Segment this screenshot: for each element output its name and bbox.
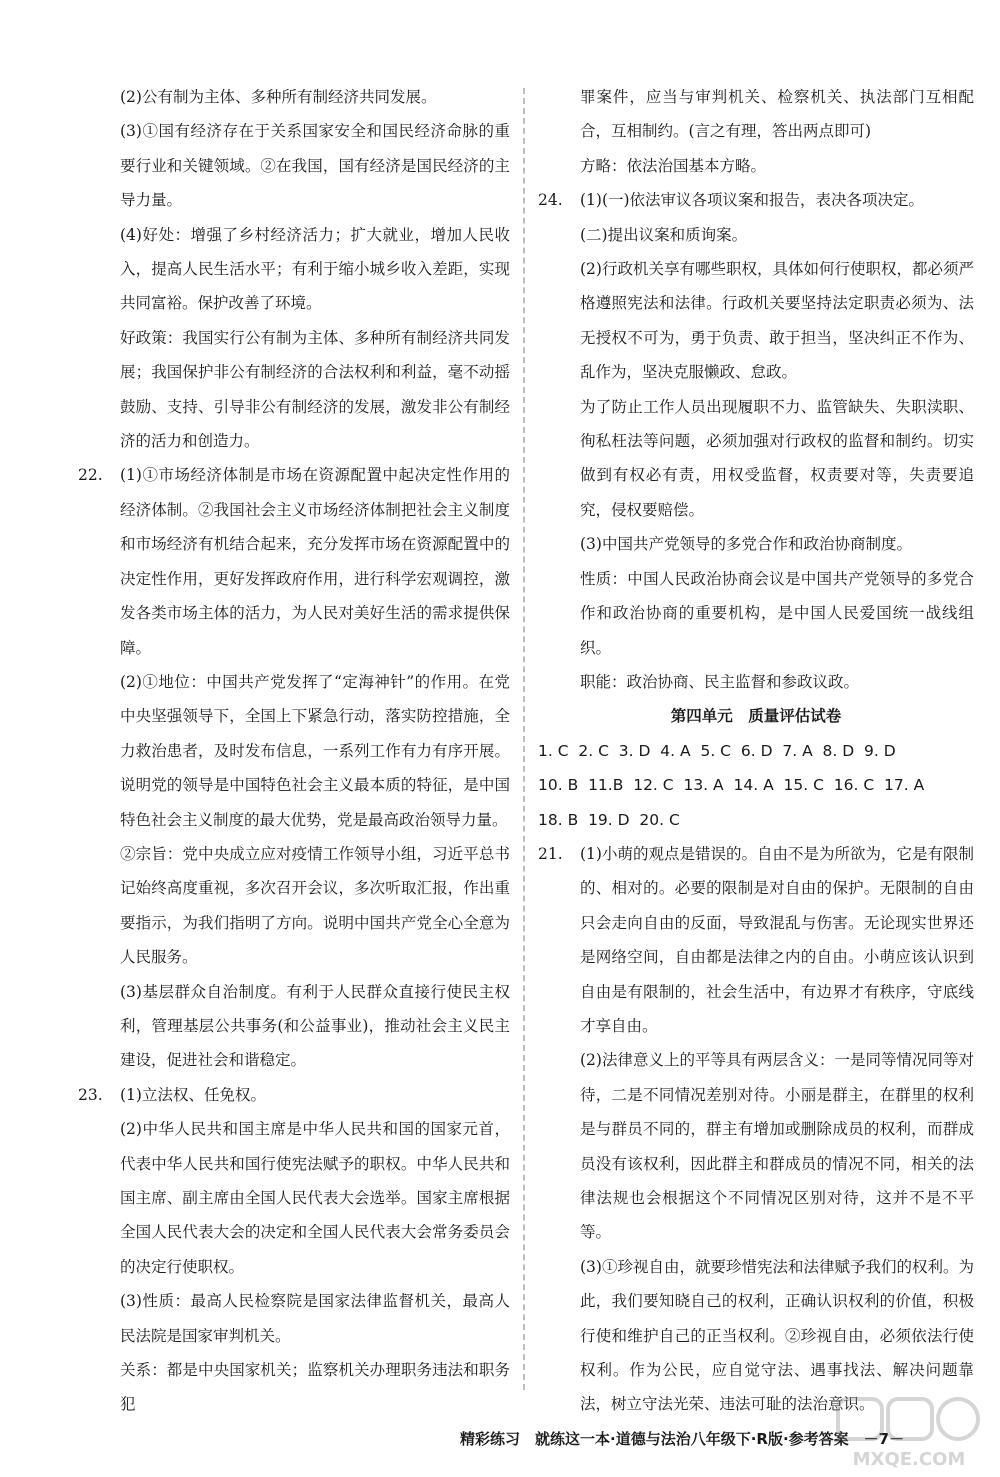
svg-text:MXQE.COM: MXQE.COM <box>852 1449 966 1470</box>
answer-paragraph: (2)法律意义上的平等具有两层含义：一是同等情况同等对待，二是不同情况差别对待。小丽是群主，在群里的权利是与群员不同的，群主有增加或删除成员的权利，而群成员没有该权利，因此群主和群成员的情况不同，相关的法律法规也会根据这个不同情况区别对待，这并不是不平等。 <box>580 1051 974 1242</box>
choice-answers-line: 10. B 11.B 12. C 13. A 14. A 15. C 16. C 17. A <box>538 776 925 795</box>
answer-paragraph: ②宗旨：党中央成立应对疫情工作领导小组，习近平总书记始终高度重视，多次召开会议，多次听取汇报，作出重要指示，为我们指明了方向。说明中国共产党全心全意为人民服务。 <box>120 844 510 967</box>
answer-paragraph: (2)中华人民共和国主席是中华人民共和国的国家元首，代表中华人民共和国行使宪法赋予的职权。中华人民共和国主席、副主席由全国人民代表大会选举。国家主席根据全国人民代表大会的决定和全国人民代表大会常务委员会的决定行使职权。 <box>120 1120 510 1276</box>
answer-paragraph: (2)行政机关享有哪些职权，具体如何行使职权，都必须严格遵照宪法和法律。行政机关要坚持法定职责必须为、法无授权不可为，勇于负责、敢于担当，坚决纠正不作为、乱作为，坚决克服懒政、怠政。 <box>580 260 974 382</box>
answer-paragraph: 关系：都是中央国家机关；监察机关办理职务违法和职务犯 <box>120 1361 510 1414</box>
answer-paragraph: (二)提出议案和质询案。 <box>580 225 748 244</box>
answer-paragraph: 好政策：我国实行公有制为主体、多种所有制经济共同发展；我国保护非公有制经济的合法权利和利益，毫不动摇鼓励、支持、引导非公有制经济的发展，激发非公有制经济的活力和创造力。 <box>120 328 510 451</box>
choice-answers-line: 1. C 2. C 3. D 4. A 5. C 6. D 7. A 8. D 9. D <box>538 741 896 760</box>
choice-answers-line: 18. B 19. D 20. C <box>538 810 680 829</box>
answer-paragraph: (3)①珍视自由，就要珍惜宪法和法律赋予我们的权利。为此，我们要知晓自己的权利，正确认识权利的价值，积极行使和维护自己的正当权利。②珍视自由，必须依法行使权利。作为公民，应自觉守法、遇事找法、解决问题靠法，树立守法光荣、违法可耻的法治意识。 <box>580 1257 974 1414</box>
section-heading: 第四单元 质量评估试卷 <box>670 706 842 726</box>
answer-paragraph: (3)基层群众自治制度。有利于人民群众直接行使民主权利，管理基层公共事务(和公益事业)，推动社会主义民主建设，促进社会和谐稳定。 <box>120 982 510 1070</box>
answer-paragraph: (2)公有制为主体、多种所有制经济共同发展。 <box>120 88 437 106</box>
watermark-logo-icon <box>834 1395 984 1471</box>
answer-paragraph: 罪案件，应当与审判机关、检察机关、执法部门互相配合，互相制约。(言之有理，答出两点即可) <box>580 88 974 141</box>
left-column <box>78 80 510 1422</box>
page-footer: 精彩练习 就练这一本·道德与法治八年级下·R版·参考答案 －7－ <box>460 1430 905 1448</box>
answer-paragraph: 方略：依法治国基本方略。 <box>580 156 767 175</box>
answer-paragraph: (1)(一)依法审议各项议案和报告，表决各项决定。 <box>580 191 925 210</box>
answer-paragraph: (2)①地位：中国共产党发挥了“定海神针”的作用。在党中央坚强领导下，全国上下紧急行动，落实防控措施，全力救治患者，及时发布信息，一系列工作有力有序开展。说明党的领导是中国特色社会主义最本质的特征，是中国特色社会主义制度的最大优势，党是最高政治领导力量。 <box>120 672 510 829</box>
answer-paragraph: 性质：中国人民政治协商会议是中国共产党领导的多党合作和政治协商的重要机构，是中国人民爱国统一战线组织。 <box>580 569 974 657</box>
question-21 <box>538 837 974 1422</box>
question-number: 23. <box>78 1085 103 1104</box>
question-number: 24. <box>538 191 563 210</box>
question-number: 22. <box>78 466 103 485</box>
answer-paragraph: 职能：政治协商、民主监督和参政议政。 <box>580 672 860 691</box>
question-23 <box>78 1078 510 1422</box>
answer-paragraph: (3)性质：最高人民检察院是国家法律监督机关，最高人民法院是国家审判机关。 <box>120 1292 510 1345</box>
answer-paragraph: (1)立法权、任免权。 <box>120 1085 266 1104</box>
answer-paragraph: (4)好处：增强了乡村经济活力；扩大就业，增加人民收入，提高人民生活水平；有利于缩小城乡收入差距，实现共同富裕。保护改善了环境。 <box>120 225 510 313</box>
answer-paragraph: (1)①市场经济体制是市场在资源配置中起决定性作用的经济体制。②我国社会主义市场经济体制把社会主义制度和市场经济有机结合起来，充分发挥市场在资源配置中的决定性作用，更好发挥政府作用，进行科学宏观调控，激发各类市场主体的活力，为人民对美好生活的需求提供保障。 <box>120 466 510 657</box>
answer-paragraph: (3)①国有经济存在于关系国家安全和国民经济命脉的重要行业和关键领域。②在我国，国有经济是国民经济的主导力量。 <box>120 122 510 210</box>
question-24 <box>538 183 974 699</box>
question-number: 21. <box>538 844 563 863</box>
right-column <box>538 80 974 1422</box>
column-divider <box>523 88 525 1390</box>
answer-paragraph: 为了防止工作人员出现履职不力、监管缺失、失职渎职、徇私枉法等问题，必须加强对行政权的监督和制约。切实做到有权必有责，用权受监督，权责要对等，失责要追究，侵权要赔偿。 <box>580 397 974 519</box>
answer-paragraph: (3)中国共产党领导的多党合作和政治协商制度。 <box>580 535 912 554</box>
answer-paragraph: (1)小萌的观点是错误的。自由不是为所欲为，它是有限制的、相对的。必要的限制是对自由的保护。无限制的自由只会走向自由的反面，导致混乱与伤害。无论现实世界还是网络空间，自由都是法律之内的自由。小萌应该认识到自由是有限制的，社会生活中，有边界才有秩序，守底线才享自由。 <box>580 844 974 1035</box>
question-22 <box>78 458 510 1077</box>
